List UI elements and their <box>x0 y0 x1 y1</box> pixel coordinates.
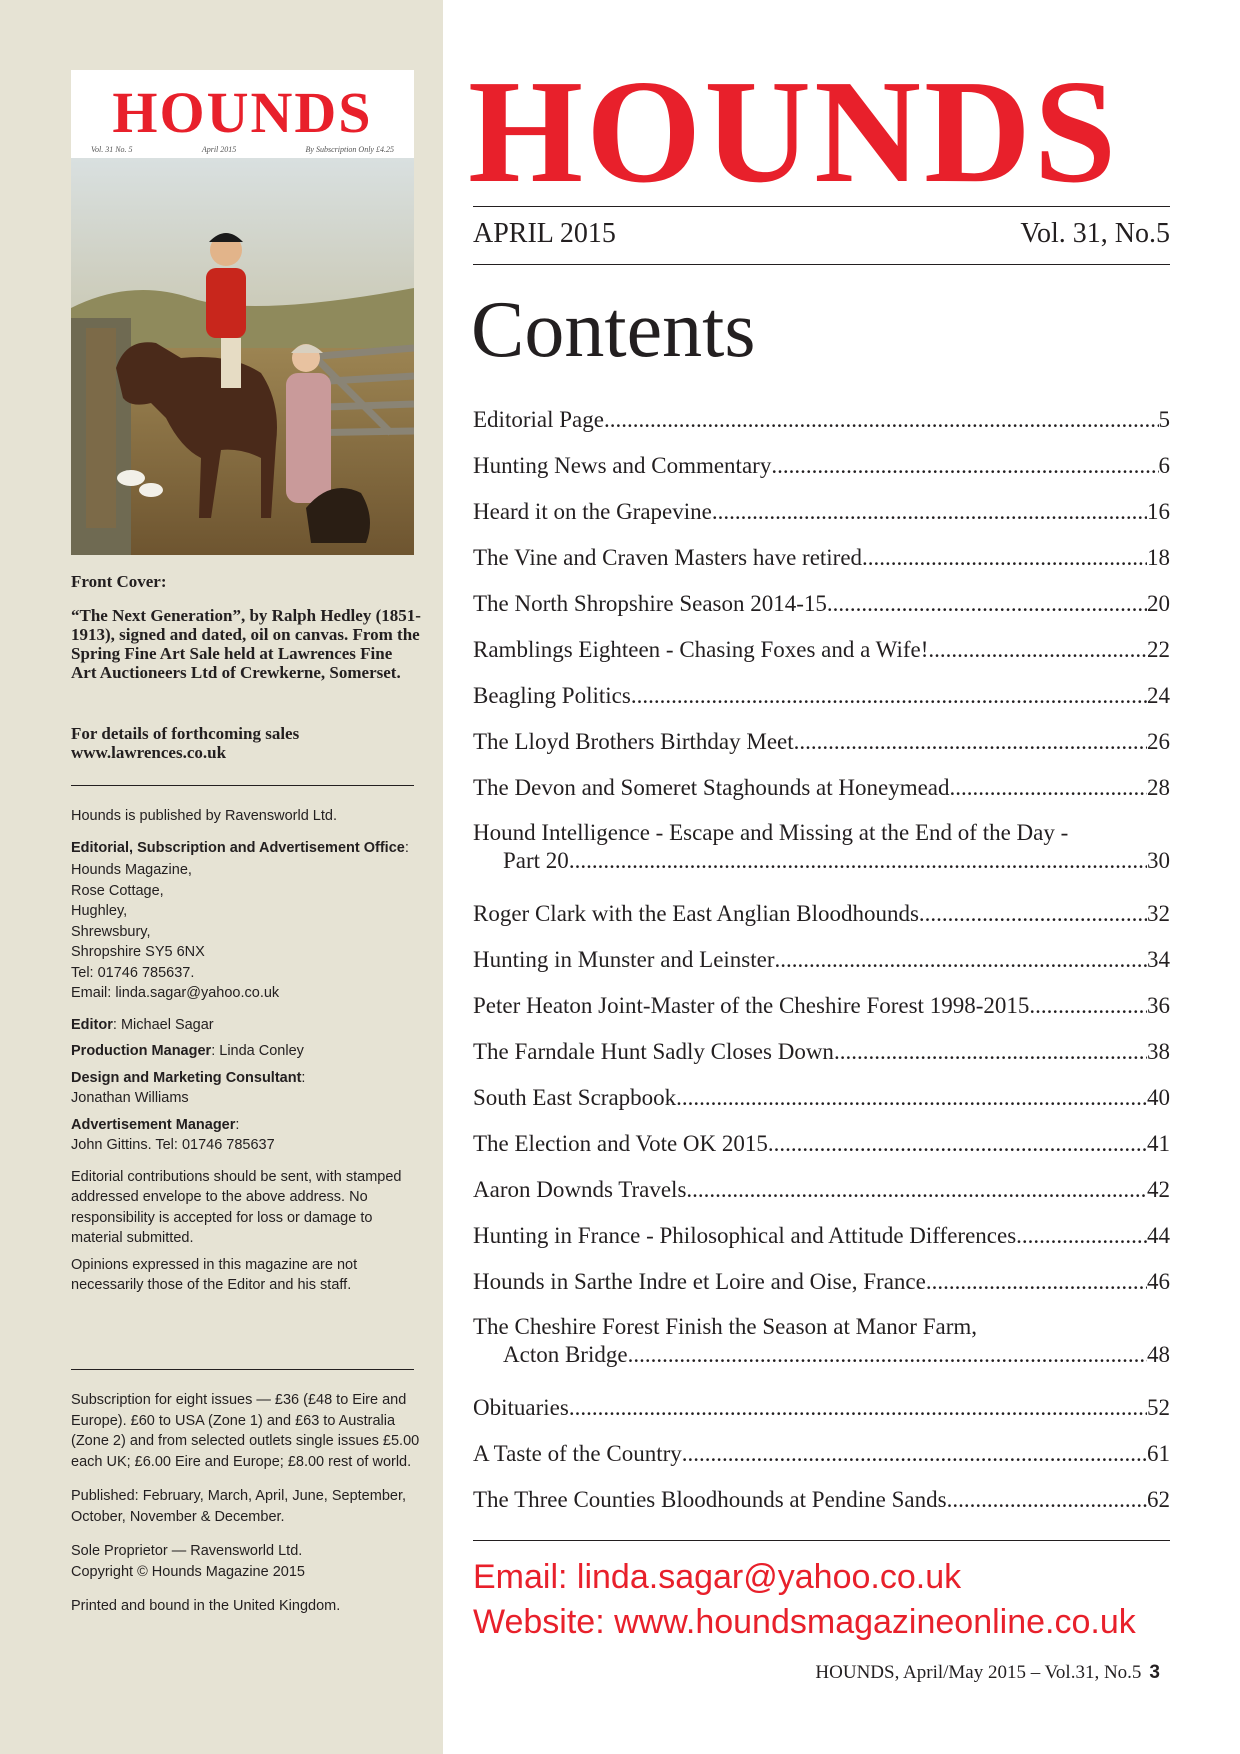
toc-entry-title-continued: Part 20 <box>503 848 569 873</box>
toc-entry-page: 32 <box>1147 901 1170 926</box>
toc-entry[interactable] <box>473 681 1170 727</box>
issue-line <box>473 218 1170 250</box>
front-cover-heading: Front Cover: <box>71 572 167 591</box>
toc-entry-line <box>473 635 1170 665</box>
proprietor-line: Sole Proprietor — Ravensworld Ltd. <box>71 1543 303 1559</box>
front-cover-caption: “The Next Generation”, by Ralph Hedley (1851-1913), signed and dated, oil on canvas. From the Spring Fine Art Sale held at Lawrences Fine Art Auctioneers Ltd of Crewkerne, Somerset. <box>71 606 421 682</box>
issue-date: APRIL 2015 <box>473 218 616 249</box>
toc-leader-dots <box>686 1175 1147 1205</box>
publisher-line: Hounds is published by Ravensworld Ltd. <box>71 808 337 824</box>
toc-entry-page: 24 <box>1147 683 1170 708</box>
office-label: Editorial, Subscription and Advertisement Office: <box>71 839 409 856</box>
table-of-contents <box>473 405 1170 1531</box>
toc-entry-page: 30 <box>1147 848 1170 873</box>
toc-entry-title: Hound Intelligence - Escape and Missing at the End of the Day - <box>473 820 1069 845</box>
toc-entry-title: The Election and Vote OK 2015 <box>473 1131 768 1156</box>
cover-meta-line <box>91 145 394 154</box>
toc-leader-dots <box>950 773 1148 803</box>
toc-entry[interactable] <box>473 405 1170 451</box>
toc-entry-line <box>473 405 1170 435</box>
address-line: Tel: 01746 785637. <box>71 964 195 981</box>
imprint-block <box>71 806 421 1296</box>
toc-entry-line <box>473 497 1170 527</box>
toc-entry-line <box>473 1340 1170 1370</box>
toc-entry-title: Hounds in Sarthe Indre et Loire and Oise, France <box>473 1269 926 1294</box>
published-months: Published: February, March, April, June, September, October, November & December. <box>71 1488 407 1525</box>
toc-leader-dots <box>569 1393 1147 1423</box>
toc-leader-dots <box>862 543 1147 573</box>
staff-design: Design and Marketing Consultant: Jonathan Williams <box>71 1069 306 1106</box>
toc-entry-line <box>473 1393 1170 1423</box>
page-number: 3 <box>1149 1662 1160 1683</box>
toc-entry-title: Obituaries <box>473 1395 569 1420</box>
toc-leader-dots <box>712 497 1147 527</box>
toc-entry[interactable] <box>473 1485 1170 1531</box>
toc-leader-dots <box>676 1083 1147 1113</box>
staff-editor: Editor: Michael Sagar <box>71 1016 214 1033</box>
toc-leader-dots <box>775 945 1147 975</box>
staff-name: John Gittins. Tel: 01746 785637 <box>71 1137 275 1153</box>
toc-leader-dots <box>1016 1221 1147 1251</box>
staff-role: Design and Marketing Consultant <box>71 1069 302 1086</box>
toc-entry-page: 46 <box>1147 1269 1170 1294</box>
toc-entry-page: 41 <box>1147 1131 1170 1156</box>
toc-entry-page: 62 <box>1147 1487 1170 1512</box>
toc-leader-dots <box>919 899 1147 929</box>
staff-advertisement: Advertisement Manager: John Gittins. Tel: 01746 785637 <box>71 1116 275 1153</box>
toc-entry-page: 38 <box>1147 1039 1170 1064</box>
contents-heading: Contents <box>471 286 756 374</box>
printed-line: Printed and bound in the United Kingdom. <box>71 1598 341 1614</box>
toc-entry-title: The Farndale Hunt Sadly Closes Down <box>473 1039 834 1064</box>
toc-leader-dots <box>628 1340 1147 1370</box>
staff-production: Production Manager: Linda Conley <box>71 1043 304 1059</box>
toc-leader-dots <box>827 589 1147 619</box>
toc-entry-line <box>473 1485 1170 1515</box>
toc-entry-title: Beagling Politics <box>473 683 631 708</box>
sidebar-divider <box>71 1369 414 1370</box>
toc-entry-line <box>473 1037 1170 1067</box>
forthcoming-sales-note: For details of forthcoming sales www.lawrences.co.uk <box>71 724 300 762</box>
contact-email-link[interactable]: Email: linda.sagar@yahoo.co.uk <box>473 1558 962 1596</box>
toc-entry[interactable] <box>473 773 1170 819</box>
toc-entry-page: 40 <box>1147 1085 1170 1110</box>
toc-leader-dots <box>631 681 1147 711</box>
toc-entry-title: The Three Counties Bloodhounds at Pendine Sands <box>473 1487 947 1512</box>
toc-entry[interactable] <box>473 543 1170 589</box>
toc-entry-page: 5 <box>1158 407 1170 432</box>
toc-entry-line <box>473 945 1170 975</box>
cover-thumbnail <box>71 70 414 555</box>
office-label-text: Editorial, Subscription and Advertisement Office <box>71 839 405 856</box>
contact-website-link[interactable]: Website: www.houndsmagazineonline.co.uk <box>473 1603 1136 1641</box>
toc-entry-title: Hunting in Munster and Leinster <box>473 947 775 972</box>
opinions-note: Opinions expressed in this magazine are not necessarily those of the Editor and his staff. <box>71 1256 358 1293</box>
toc-entry-page: 44 <box>1147 1223 1170 1248</box>
toc-entry-page: 6 <box>1158 453 1170 478</box>
toc-entry-page: 22 <box>1147 637 1170 662</box>
toc-entry-title: Hunting in France - Philosophical and Attitude Differences <box>473 1223 1017 1248</box>
toc-entry-line <box>473 1129 1170 1159</box>
toc-entry-line <box>473 1267 1170 1297</box>
cover-volume: Vol. 31 No. 5 <box>91 145 133 154</box>
toc-leader-dots <box>1029 991 1147 1021</box>
sidebar-panel <box>0 0 443 1754</box>
toc-entry-line <box>473 543 1170 573</box>
toc-entry-line <box>473 846 1170 876</box>
sidebar-divider <box>71 785 414 786</box>
toc-entry[interactable] <box>473 1267 1170 1313</box>
toc-entry-page: 20 <box>1147 591 1170 616</box>
toc-entry-page: 26 <box>1147 729 1170 754</box>
toc-entry-title: Hunting News and Commentary <box>473 453 772 478</box>
toc-entry-line <box>473 899 1170 929</box>
toc-entry[interactable] <box>473 819 1170 899</box>
toc-leader-dots <box>768 1129 1147 1159</box>
address-email: Email: linda.sagar@yahoo.co.uk <box>71 985 280 1001</box>
toc-entry[interactable] <box>473 1083 1170 1129</box>
toc-entry[interactable] <box>473 1393 1170 1439</box>
toc-entry-title: South East Scrapbook <box>473 1085 677 1110</box>
toc-leader-dots <box>604 405 1159 435</box>
toc-entry[interactable] <box>473 1175 1170 1221</box>
contents-bottom-rule <box>473 1540 1170 1541</box>
toc-leader-dots <box>569 846 1147 876</box>
toc-entry[interactable] <box>473 945 1170 991</box>
toc-leader-dots <box>682 1439 1147 1469</box>
toc-entry[interactable] <box>473 1037 1170 1083</box>
masthead-rule <box>473 206 1170 207</box>
toc-entry-page: 61 <box>1147 1441 1170 1466</box>
toc-entry-page: 48 <box>1147 1342 1170 1367</box>
toc-entry-line <box>473 1221 1170 1251</box>
toc-entry[interactable] <box>473 1313 1170 1393</box>
address-line: Hughley, <box>71 903 128 919</box>
toc-entry-line <box>473 773 1170 803</box>
subscription-note: Subscription for eight issues — £36 (£48 to Eire and Europe). £60 to USA (Zone 1) and £63 to Australia (Zone 2) and from selected outlets single issues £5.00 each UK; £6.00 Eire and Europe; £8.00 rest of world. <box>71 1392 420 1470</box>
cover-masthead: HOUNDS <box>112 80 373 145</box>
toc-entry-page: 34 <box>1147 947 1170 972</box>
footer-text: HOUNDS, April/May 2015 – Vol.31, No.5 <box>815 1662 1142 1683</box>
toc-entry-line <box>473 1175 1170 1205</box>
toc-entry[interactable] <box>473 635 1170 681</box>
toc-entry-line <box>473 681 1170 711</box>
toc-leader-dots <box>771 451 1158 481</box>
toc-entry-title: A Taste of the Country <box>473 1441 682 1466</box>
address-line: Rose Cottage, <box>71 882 164 899</box>
cover-painting-image <box>71 158 414 555</box>
subscription-block <box>71 1390 421 1617</box>
toc-entry[interactable] <box>473 497 1170 543</box>
toc-entry-page: 18 <box>1147 545 1170 570</box>
toc-entry-title: Aaron Downds Travels <box>473 1177 687 1202</box>
copyright-line: Copyright © Hounds Magazine 2015 <box>71 1563 305 1580</box>
toc-entry-title-continued: Acton Bridge <box>503 1342 628 1367</box>
issue-volume: Vol. 31, No.5 <box>1020 218 1170 249</box>
toc-entry-title: Ramblings Eighteen - Chasing Foxes and a Wife! <box>473 637 929 662</box>
toc-leader-dots <box>928 635 1147 665</box>
toc-leader-dots <box>947 1485 1147 1515</box>
toc-entry[interactable] <box>473 1439 1170 1485</box>
issue-rule <box>473 264 1170 265</box>
toc-entry-title: The North Shropshire Season 2014-15 <box>473 591 827 616</box>
address-line: Hounds Magazine, <box>71 862 192 878</box>
toc-entry-title: Roger Clark with the East Anglian Bloodhounds <box>473 901 919 926</box>
toc-entry[interactable] <box>473 1221 1170 1267</box>
magazine-masthead: HOUNDS <box>468 50 1120 214</box>
toc-leader-dots <box>834 1037 1147 1067</box>
toc-entry[interactable] <box>473 991 1170 1037</box>
address-line: Shropshire SY5 6NX <box>71 944 205 960</box>
toc-entry-title: Editorial Page <box>473 407 604 432</box>
toc-entry-title: The Vine and Craven Masters have retired <box>473 545 863 570</box>
contributions-note: Editorial contributions should be sent, with stamped addressed envelope to the above address. No responsibility is accepted for loss or damage to material submitted. <box>71 1168 402 1246</box>
staff-name: Michael Sagar <box>120 1016 214 1033</box>
toc-entry-title: Peter Heaton Joint-Master of the Cheshire Forest 1998-2015 <box>473 993 1030 1018</box>
toc-entry[interactable] <box>473 589 1170 635</box>
toc-entry-page: 36 <box>1147 993 1170 1018</box>
toc-entry-line <box>473 589 1170 619</box>
toc-leader-dots <box>926 1267 1147 1297</box>
toc-entry-title: The Devon and Someret Staghounds at Honeymead <box>473 775 950 800</box>
toc-entry[interactable] <box>473 1129 1170 1175</box>
toc-entry-line <box>473 727 1170 757</box>
staff-role: Production Manager <box>71 1043 212 1059</box>
contact-block <box>473 1555 1170 1645</box>
toc-entry-page: 42 <box>1147 1177 1170 1202</box>
toc-entry-line <box>473 991 1170 1021</box>
toc-entry-title: The Lloyd Brothers Birthday Meet <box>473 729 794 754</box>
toc-entry-line <box>473 451 1170 481</box>
toc-leader-dots <box>794 727 1147 757</box>
toc-entry[interactable] <box>473 727 1170 773</box>
address-line: Shrewsbury, <box>71 923 151 940</box>
toc-entry-line <box>473 1083 1170 1113</box>
toc-entry-title: Heard it on the Grapevine <box>473 499 712 524</box>
toc-entry-line <box>473 1439 1170 1469</box>
staff-name: Linda Conley <box>219 1043 304 1059</box>
staff-role: Advertisement Manager <box>71 1116 236 1133</box>
toc-entry[interactable] <box>473 899 1170 945</box>
toc-entry[interactable] <box>473 451 1170 497</box>
toc-entry-page: 52 <box>1147 1395 1170 1420</box>
cover-date: April 2015 <box>201 145 237 154</box>
staff-name: Jonathan Williams <box>71 1090 189 1106</box>
cover-price: By Subscription Only £4.25 <box>305 145 394 154</box>
page-footer <box>780 1662 1160 1684</box>
toc-entry-title: The Cheshire Forest Finish the Season at Manor Farm, <box>473 1314 978 1339</box>
toc-entry-page: 16 <box>1147 499 1170 524</box>
toc-entry-page: 28 <box>1147 775 1170 800</box>
staff-role: Editor <box>71 1016 113 1033</box>
